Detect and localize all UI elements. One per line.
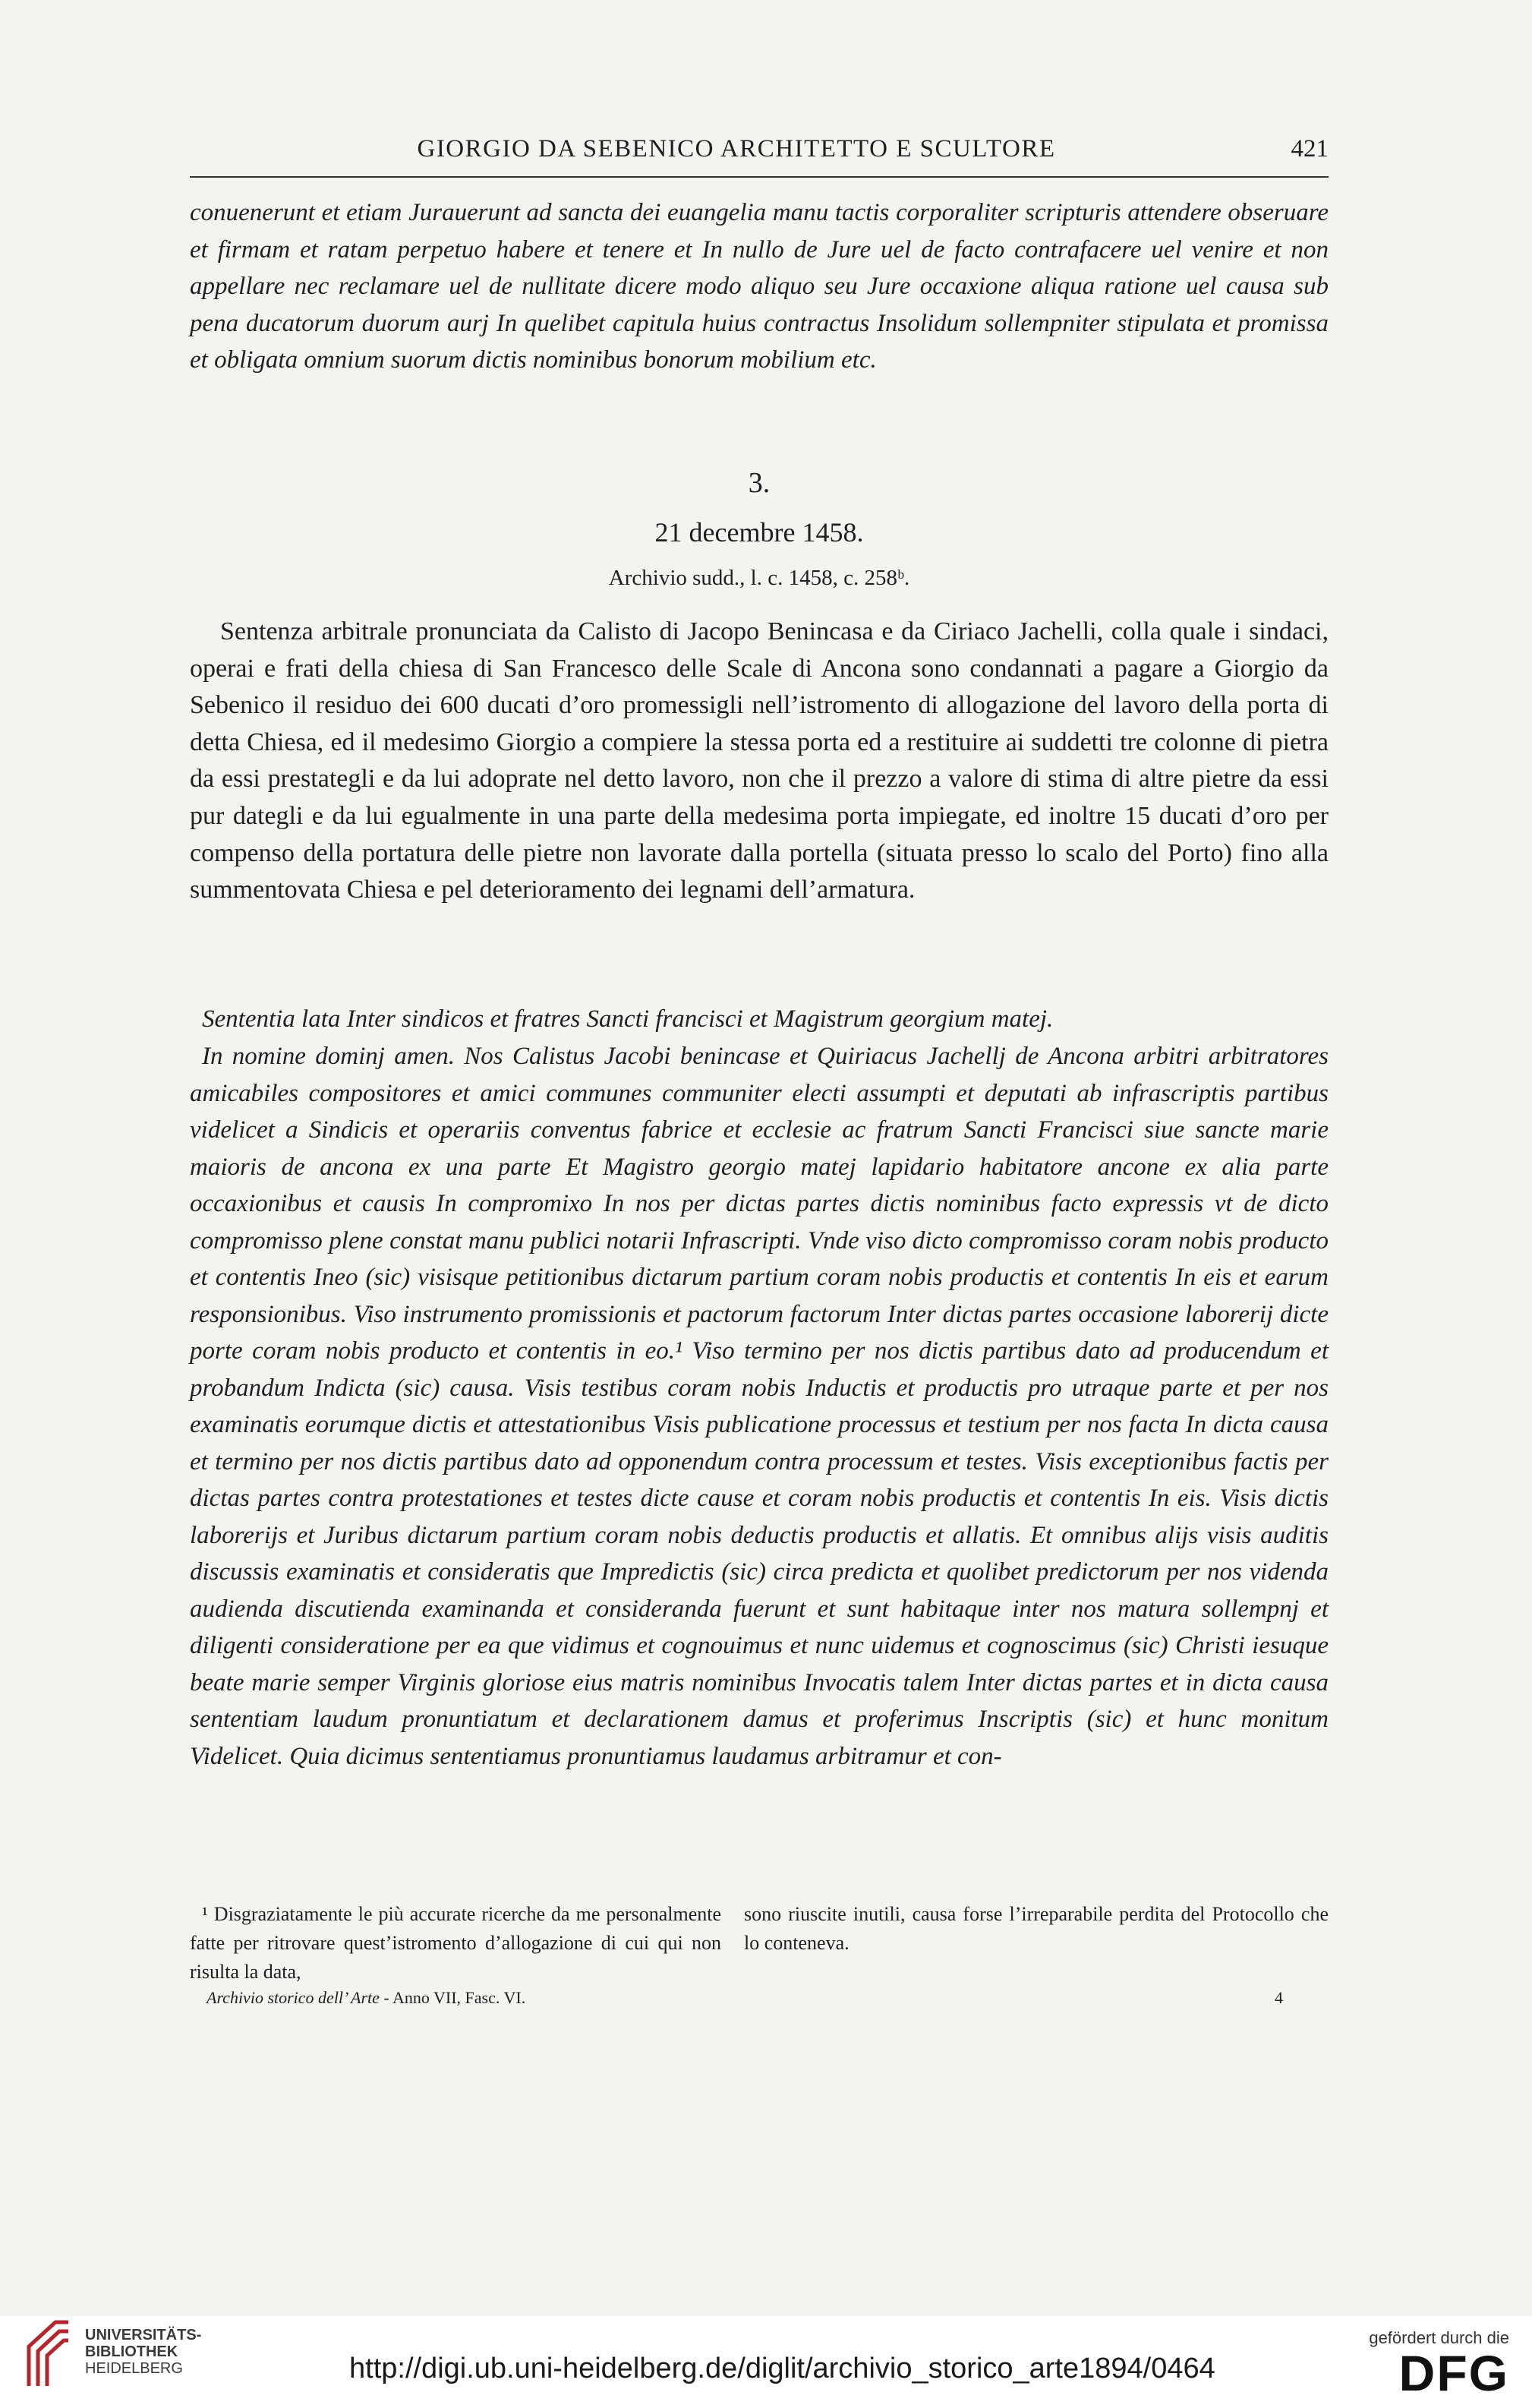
- latin-body: In nomine dominj amen. Nos Calistus Jacobi benincase et Quiriacus Jachellj de Ancona arbitri arbitratores amicabiles compositores et amici communes communiter electi assumpti et deputati ab infrascriptis partibus videlicet a Sindicis et operariis conventus fabrice et ecclesie ac fratrum Sancti Francisci siue sancte marie maioris de ancona ex una parte Et Magistro georgio matej lapidario habitatore ancone ex alia parte occaxionibus et causis In compromixo In nos per dictas partes dictis nominibus facto expressis vt de dicto compromisso plene constat manu publici notarii Infrascripti. Vnde viso dicto compromisso coram nobis producto et contentis Ineo (sic) visisque petitionibus dictarum partium coram nobis productis et contentis In eis et earum responsionibus. Viso instrumento promissionis et pactorum factorum Inter dictas partes occasione laborerij dicte porte coram nobis producto et contentis in eo.¹ Viso termino per nos dictis partibus dato ad producendum et probandum Indicta (sic) causa. Visis testibus coram nobis Inductis et productis pro utraque parte et per nos examinatis eorumque dictis et attestationibus Visis publicatione processus et testium per nos facta In dicta causa et termino per nos dictis partibus dato ad opponendum contra processum et testes. Visis exceptionibus factis per dictas partes contra protestationes et testes dicte cause et coram nobis productis et contentis In eis. Visis dictis laborerijs et Juribus dictarum partium coram nobis deductis productis et allatis. Et omnibus alijs visis auditis discussis examinatis et consideratis que Impredictis (sic) circa predicta et quolibet predictorum per nos videnda audienda discutienda examinanda et consideranda fuerunt et sunt habitaque inter nos matura sollempnj et diligenti consideratione per ea que vidimus et cognouimus et nunc uidemus et cognoscimus (sic) Christi iesuque beate marie semper Virginis gloriose eius matris nominibus Invocatis talem Inter dictas partes et in dicta causa sententiam laudum pronuntiatum et declarationem damus et proferimus Inscriptis (sic) et hunc monitum Videlicet. Quia dicimus sententiamus pronuntiamus laudamus arbitramur et con-: [190, 1043, 1329, 1770]
- document-source: Archivio sudd., l. c. 1458, c. 258ᵇ.: [608, 566, 910, 590]
- running-head: [190, 135, 1329, 181]
- library-line-1: UNIVERSITÄTS-: [85, 2327, 202, 2343]
- library-name: [85, 2327, 201, 2377]
- footnote-left-column: [190, 1900, 721, 1987]
- page-number: 421: [1291, 135, 1329, 163]
- footer-bar: [0, 2316, 1532, 2408]
- library-line-2: BIBLIOTHEK: [85, 2343, 178, 2360]
- signature-mark: 4: [1275, 1988, 1283, 2007]
- summary-paragraph: Sentenza arbitrale pronunciata da Calisto di Jacopo Benincasa e da Ciriaco Jachelli, colla quale i sindaci, operai e frati della chiesa di San Francesco delle Scale di Ancona sono condannati a pagare a Giorgio da Sebenico il residuo dei 600 ducati d’oro promessigli nell’istromento di allogazione del lavoro della porta di detta Chiesa, ed il medesimo Giorgio a compiere la stessa porta ed a restituire ai suddetti tre colonne di pietra da essi prestategli e da lui adoprate nel detto lavoro, non che il prezzo a valore di stima di altre pietre da essi pur dategli e da lui egualmente in una parte della medesima porta impiegate, ed inoltre 15 ducati d’oro per compenso della portatura delle pietre non lavorate dalla portella (situata presso lo scalo del Porto) fino alla summentovata Chiesa e pel deterioramento dei legnami dell’armatura.: [190, 617, 1329, 904]
- footnote-text-right: sono riuscite inutili, causa forse l’irreparabile perdita del Protocollo che lo conteneva.: [744, 1903, 1329, 1954]
- footnote-text-left: ¹ Disgraziatamente le più accurate ricerche da me personalmente fatte per ritrovare quest’istromento d’allogazione di cui qui non risulta la data,: [190, 1903, 721, 1983]
- footnote-right-column: [744, 1900, 1329, 1958]
- journal-title: Archivio storico dell’ Arte: [206, 1988, 380, 2007]
- sponsor-block: [1342, 2328, 1509, 2404]
- library-line-3: HEIDELBERG: [85, 2360, 183, 2377]
- continuation-paragraph: conuenerunt et etiam Jurauerunt ad sancta dei euangelia manu tactis corporaliter scripturis attendere obseruare et firmam et ratam perpetuo habere et tenere et In nullo de Jure uel de facto contrafacere uel venire et non appellare nec reclamare uel de nullitate dicere modo aliquo seu Jure occaxione aliqua ratione uel causa sub pena ducatorum duorum aurj In quelibet capitula huius contractus Insolidum sollempniter stipulata et promissa et obligata omnium suorum dictis nominibus bonorum mobilium etc.: [190, 199, 1329, 374]
- document-number: 3.: [748, 467, 771, 499]
- permalink-url[interactable]: http://digi.ub.uni-heidelberg.de/diglit/archivio_storico_arte1894/0464: [349, 2353, 1215, 2384]
- header-rule: [190, 176, 1329, 178]
- journal-reference: [206, 1988, 525, 2008]
- document-date: 21 decembre 1458.: [654, 517, 864, 548]
- running-title: GIORGIO DA SEBENICO ARCHITETTO E SCULTORE: [417, 135, 1056, 163]
- library-logo-icon: [21, 2316, 74, 2388]
- sponsor-caption: gefördert durch die: [1369, 2328, 1509, 2347]
- latin-heading: Sententia lata Inter sindicos et fratres Sancti francisci et Magistrum georgium matej.: [202, 1005, 1054, 1033]
- dfg-logo: DFG: [1398, 2345, 1509, 2401]
- journal-issue: - Anno VII, Fasc. VI.: [379, 1988, 526, 2007]
